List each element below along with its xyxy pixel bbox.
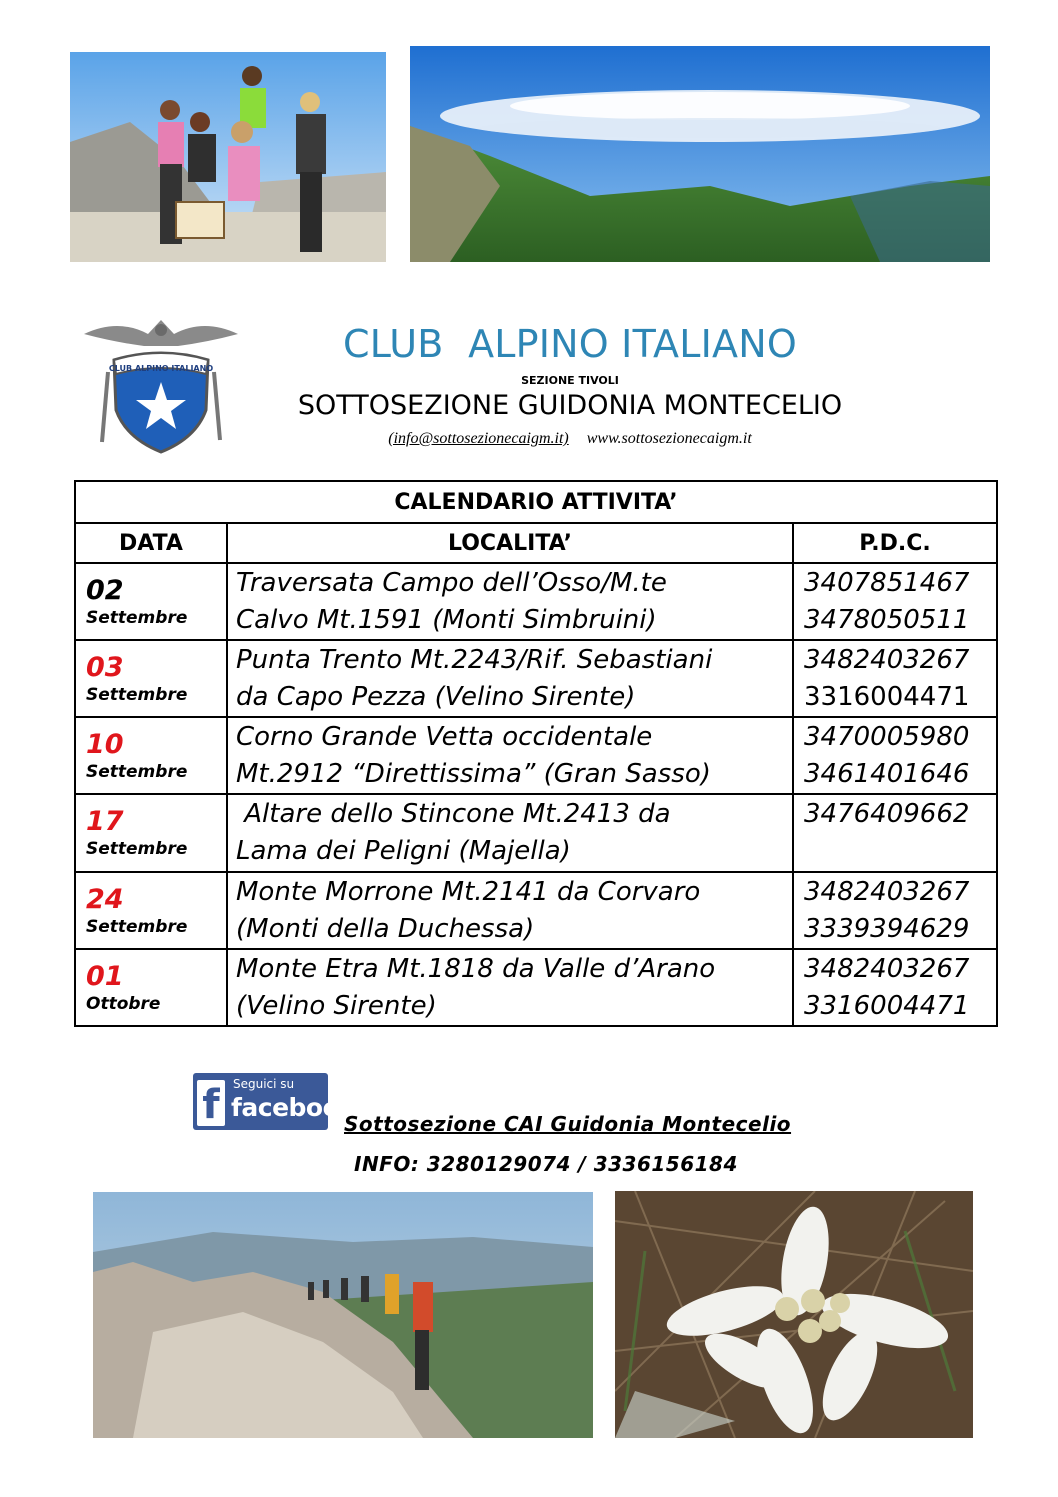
table-row [75, 872, 997, 949]
pdc-cell [793, 563, 997, 640]
facebook-wordmark: facebook [231, 1093, 356, 1122]
pdc-phone: 3316004471 [804, 990, 970, 1021]
cai-eagle-shield-logo [78, 312, 244, 460]
event-month: Settembre [86, 839, 188, 859]
pdc-phone: 3482403267 [804, 644, 970, 675]
pdc-phone: 3461401646 [804, 758, 970, 789]
date-cell [75, 563, 227, 640]
column-header-localita: LOCALITA’ [227, 523, 793, 563]
calendar-title: CALENDARIO ATTIVITA’ [75, 481, 997, 523]
club-title: CLUB ALPINO ITALIANO [343, 322, 797, 366]
location-cell [227, 872, 793, 949]
photo-women-hikers-summit [70, 52, 386, 262]
email-link[interactable]: (info@sottosezionecaigm.it) [388, 430, 569, 447]
pdc-phone: 3470005980 [804, 721, 970, 752]
photo-lenticular-cloud-mountains [410, 46, 990, 262]
event-day: 01 [86, 960, 124, 992]
pdc-cell [793, 717, 997, 794]
location-line: Monte Morrone Mt.2141 da Corvaro [236, 876, 701, 907]
pdc-phone: 3482403267 [804, 876, 970, 907]
facebook-page-link[interactable]: Sottosezione CAI Guidonia Montecelio [344, 1112, 792, 1136]
pdc-cell [793, 640, 997, 717]
sottosezione-title: SOTTOSEZIONE GUIDONIA MONTECELIO [297, 390, 843, 421]
pdc-phone: 3478050511 [804, 604, 970, 635]
pdc-cell [793, 872, 997, 949]
pdc-phone: 3476409662 [804, 799, 970, 829]
pdc-cell [793, 794, 997, 872]
event-month: Ottobre [86, 993, 161, 1014]
sezione-label: SEZIONE TIVOLI [521, 374, 619, 387]
website-link[interactable]: www.sottosezionecaigm.it [586, 430, 752, 447]
table-row [75, 949, 997, 1026]
location-line: (Monti della Duchessa) [236, 913, 535, 944]
location-line: Monte Etra Mt.1818 da Valle d’Arano [236, 953, 716, 984]
location-cell [227, 563, 793, 640]
table-row [75, 563, 997, 640]
column-header-data: DATA [75, 523, 227, 563]
column-header-pdc: P.D.C. [793, 523, 997, 563]
location-line: (Velino Sirente) [236, 990, 437, 1021]
location-cell [227, 717, 793, 794]
event-day: 03 [86, 651, 124, 683]
date-cell [75, 794, 227, 872]
photo-hikers-ridge [93, 1192, 593, 1438]
event-month: Settembre [86, 684, 188, 705]
pdc-phone: 3339394629 [804, 913, 970, 944]
contacts-line [250, 430, 890, 448]
date-cell [75, 640, 227, 717]
date-cell [75, 949, 227, 1026]
location-cell [227, 640, 793, 717]
location-line: Traversata Campo dell’Osso/M.te [236, 567, 667, 598]
event-day: 10 [86, 728, 124, 760]
event-month: Settembre [86, 916, 188, 937]
info-phones: INFO: 3280129074 / 3336156184 [354, 1152, 738, 1176]
location-line: Altare dello Stincone Mt.2413 da [236, 799, 671, 829]
facebook-f-icon: f [197, 1080, 225, 1126]
photo-edelweiss-flower [615, 1191, 973, 1438]
event-month: Settembre [86, 607, 188, 628]
location-line: Mt.2912 “Direttissima” (Gran Sasso) [236, 758, 711, 789]
location-line: Lama dei Peligni (Majella) [236, 836, 571, 866]
facebook-badge-caption: Seguici su [233, 1077, 295, 1091]
pdc-phone: 3482403267 [804, 953, 970, 984]
location-line: Corno Grande Vetta occidentale [236, 721, 653, 752]
pdc-phone: 3407851467 [804, 567, 970, 598]
date-cell [75, 872, 227, 949]
facebook-follow-badge[interactable] [193, 1073, 356, 1130]
table-row [75, 794, 997, 872]
date-cell [75, 717, 227, 794]
event-day: 02 [86, 574, 124, 606]
table-row [75, 717, 997, 794]
event-day: 24 [86, 883, 124, 915]
event-day: 17 [86, 806, 124, 837]
location-line: Calvo Mt.1591 (Monti Simbruini) [236, 604, 657, 635]
pdc-cell [793, 949, 997, 1026]
logo-ring-text: CLUB ALPINO ITALIANO [108, 364, 214, 373]
calendar-table [74, 480, 998, 1027]
pdc-phone: 3316004471 [804, 681, 970, 712]
location-line: Punta Trento Mt.2243/Rif. Sebastiani [236, 644, 713, 675]
location-line: da Capo Pezza (Velino Sirente) [236, 681, 636, 712]
location-cell [227, 949, 793, 1026]
table-row [75, 640, 997, 717]
event-month: Settembre [86, 761, 188, 782]
location-cell [227, 794, 793, 872]
